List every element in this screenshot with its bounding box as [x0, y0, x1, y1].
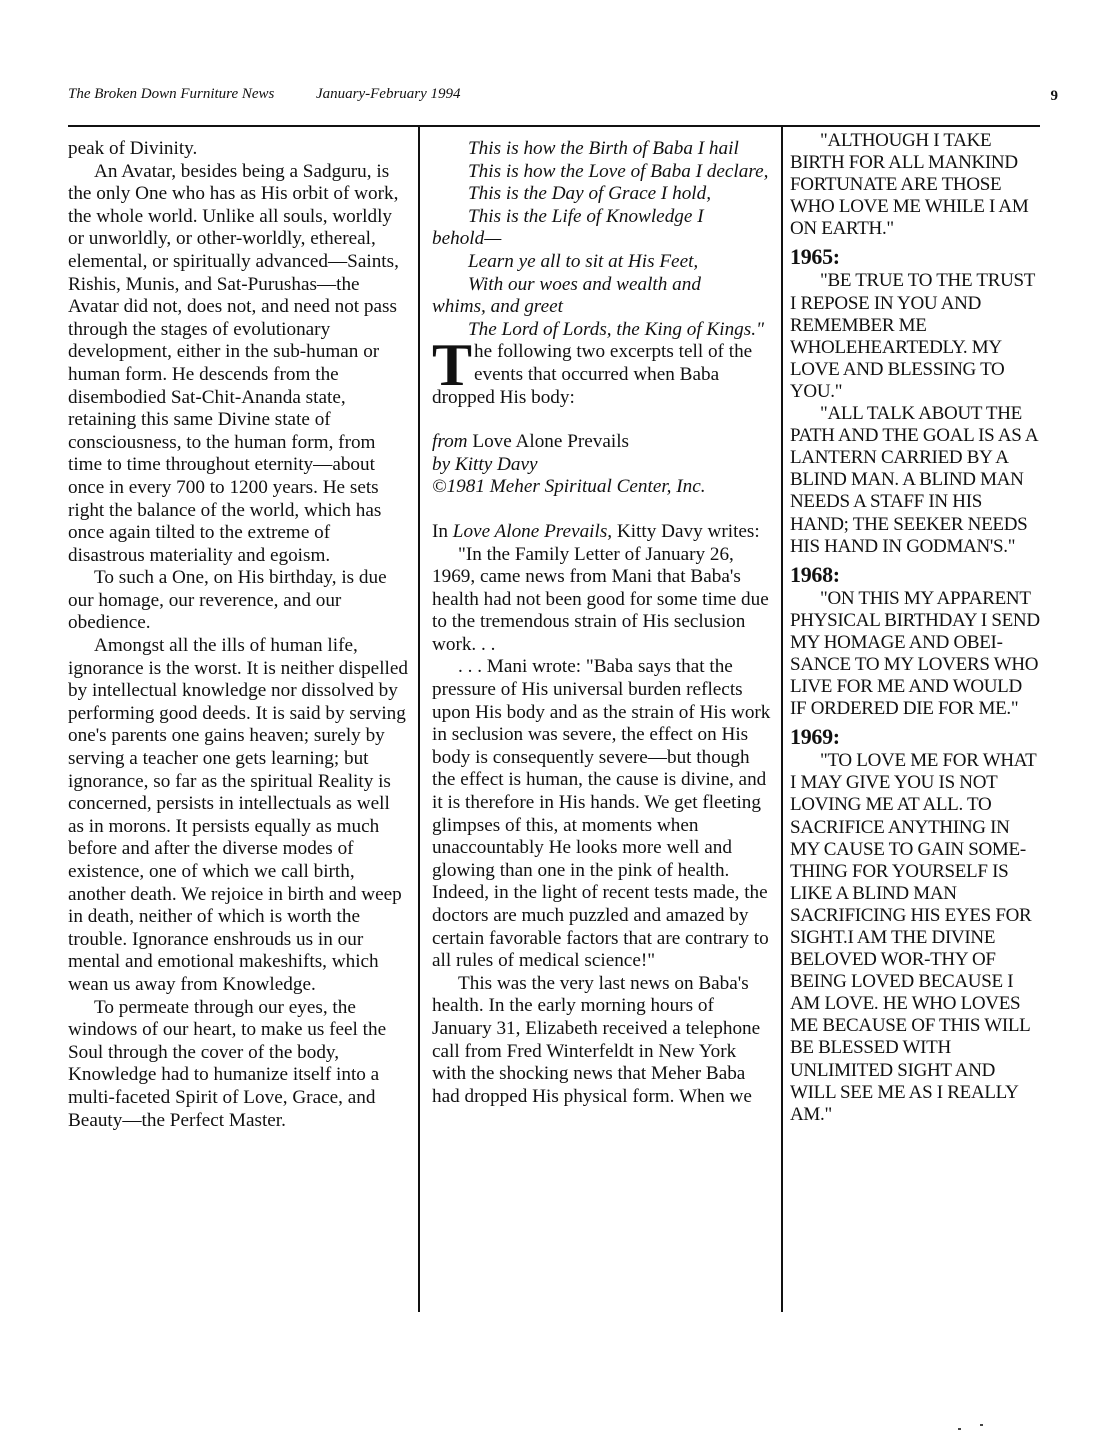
header-rule [68, 125, 1040, 127]
source-line [432, 431, 774, 454]
issue-date: January-February 1994 [316, 86, 461, 102]
paragraph: peak of Divinity. [68, 138, 198, 159]
paragraph: To permeate through our eyes, the windows of our heart, to make us feel the Soul through the cover of the body, Knowledge had to humanize itself into a multi-faceted Spirit of Love, Grace, and Beauty—the Perfect Master. [68, 996, 387, 1131]
paragraph: This was the very last news on Baba's health. In the early morning hours of January 31, Elizabeth received a telephone call from Fred Winterfeldt in New York with the shocking news that Meher Baba had dropped His physical form. When we [432, 972, 761, 1107]
source-from: from [432, 431, 468, 453]
column-divider-right [781, 127, 783, 1312]
intro-paragraph [432, 332, 774, 409]
column-1 [68, 138, 408, 1132]
poem-line: This is how the Love of Baba I declare, [468, 160, 769, 182]
scan-speck [980, 1424, 983, 1426]
drop-cap: T [432, 332, 473, 399]
poem-line: Learn ye all to sit at His Feet, [468, 250, 699, 272]
paragraph: Amongst all the ills of human life, ignorance is the worst. It is neither dispelled by intellectual knowledge nor dissolved by performing good deeds. It is said by serving one's parents one gains heaven; surely by serving a teacher one gets learning; but ignorance, so far as the spiritual Reality is concerned, persists in intellectuals as well as in morons. It persists equally as much before and after the diverse modes of existence, one of which we call birth, another death. We rejoice in birth and weep in death, neither of which is worth the trouble. Ignorance enshrouds us in our mental and emotional makeshifts, which wean us away from Knowledge. [68, 635, 408, 995]
scan-speck [958, 1428, 961, 1430]
source-title: Love Alone Prevails [472, 431, 630, 453]
year-heading: 1965: [790, 244, 840, 270]
column-divider-left [418, 127, 420, 1312]
column-3-quotes [790, 130, 1040, 1126]
writes-title: Love Alone Prevails, [452, 520, 613, 542]
poem-line: With our woes and wealth and [468, 273, 701, 295]
source-author: by Kitty Davy [432, 453, 538, 475]
paragraph: . . . Mani wrote: "Baba says that the pressure of His universal burden reflects upon His body and as the strain of His work in seclusion was severe, the effect on His body is consequently severe—but though the effect is human, the cause is divine, and it is therefore in His hands. We get fleeting glimpses of this, at moments when unaccountably He looks more well and glowing than one in the pink of health. Indeed, in the light of recent tests made, the doctors are much puzzled and amazed by certain favorable factors that are contrary to all rules of medical science!" [432, 656, 771, 972]
poem-line: This is how the Birth of Baba I hail [468, 138, 739, 159]
page-number: 9 [1050, 88, 1058, 104]
publication-title: The Broken Down Furniture News [68, 86, 275, 102]
column-2 [432, 138, 774, 1108]
quote: "ON THIS MY APPARENT PHYSICAL BIRTHDAY I SEND MY HOMAGE AND OBEI-SANCE TO MY LOVERS WHO LIVE FOR ME AND WOULD IF ORDERED DIE FOR ME." [790, 587, 1040, 720]
quote: "ALL TALK ABOUT THE PATH AND THE GOAL IS AS A LANTERN CARRIED BY A BLIND MAN. A BLIND MAN NEEDS A STAFF IN HIS HAND; THE SEEKER NEEDS HIS HAND IN GODMAN'S." [790, 403, 1038, 557]
intro-text: he following two excerpts tell of the events that occurred when Baba dropped His body: [432, 341, 753, 408]
paragraph: An Avatar, besides being a Sadguru, is the only One who has as His orbit of work, the whole world. Unlike all souls, worldly or unworldly, or other-worldly, ethereal, elemental, or spiritually advanced—Saints, Rishis, Munis, and Sat-Purushas—the Avatar did not, does not, and need not pass through the stages of evolutionary development, either in the sub-human or human form. He descends from the disembodied Sat-Chit-Ananda state, retaining this same Divine state of consciousness, to the human form, from time to time throughout eternity—about once in every 700 to 1200 years. He sets right the balance of the world, which has once again tilted to the extreme of disastrous materiality and egoism. [68, 160, 399, 566]
source-copyright: ©1981 Meher Spiritual Center, Inc. [432, 476, 706, 498]
quote: "BE TRUE TO THE TRUST I REPOSE IN YOU AND REMEMBER ME WHOLEHEARTEDLY. MY LOVE AND BLESSING TO YOU." [790, 270, 1035, 402]
poem-line: whims, and greet [432, 296, 563, 318]
poem-line: The Lord of Lords, the King of Kings." [468, 318, 765, 340]
opening-quote: "ALTHOUGH I TAKE BIRTH FOR ALL MANKIND FORTUNATE ARE THOSE WHO LOVE ME WHILE I AM ON EARTH." [790, 130, 1029, 240]
paragraph: To such a One, on His birthday, is due our homage, our reverence, and our obedience. [68, 567, 387, 634]
poem-line: This is the Life of Knowledge I [468, 205, 704, 227]
year-heading: 1968: [790, 561, 840, 587]
running-header [68, 86, 1058, 110]
poem-line: behold— [432, 228, 502, 250]
writes-line: In Love Alone Prevails, Kitty Davy writes: [432, 520, 760, 542]
poem-line: This is the Day of Grace I hold, [468, 183, 712, 205]
paragraph: "In the Family Letter of January 26, 1969, came news from Mani that Baba's health had not been good for some time due to the tremendous strain of His seclusion work. . . [432, 543, 769, 655]
poem [432, 138, 774, 341]
year-heading: 1969: [790, 724, 840, 750]
quote: "TO LOVE ME FOR WHAT I MAY GIVE YOU IS NOT LOVING ME AT ALL. TO SACRIFICE ANYTHING IN MY CAUSE TO GAIN SOME-THING FOR YOURSELF IS LIKE A BLIND MAN SACRIFICING HIS EYES FOR SIGHT.I AM THE DIVINE BELOVED WOR-THY OF BEING LOVED BECAUSE I AM LOVE. HE WHO LOVES ME BECAUSE OF THIS WILL BE BLESSED WITH UNLIMITED SIGHT AND WILL SEE ME AS I REALLY AM." [790, 750, 1037, 1125]
